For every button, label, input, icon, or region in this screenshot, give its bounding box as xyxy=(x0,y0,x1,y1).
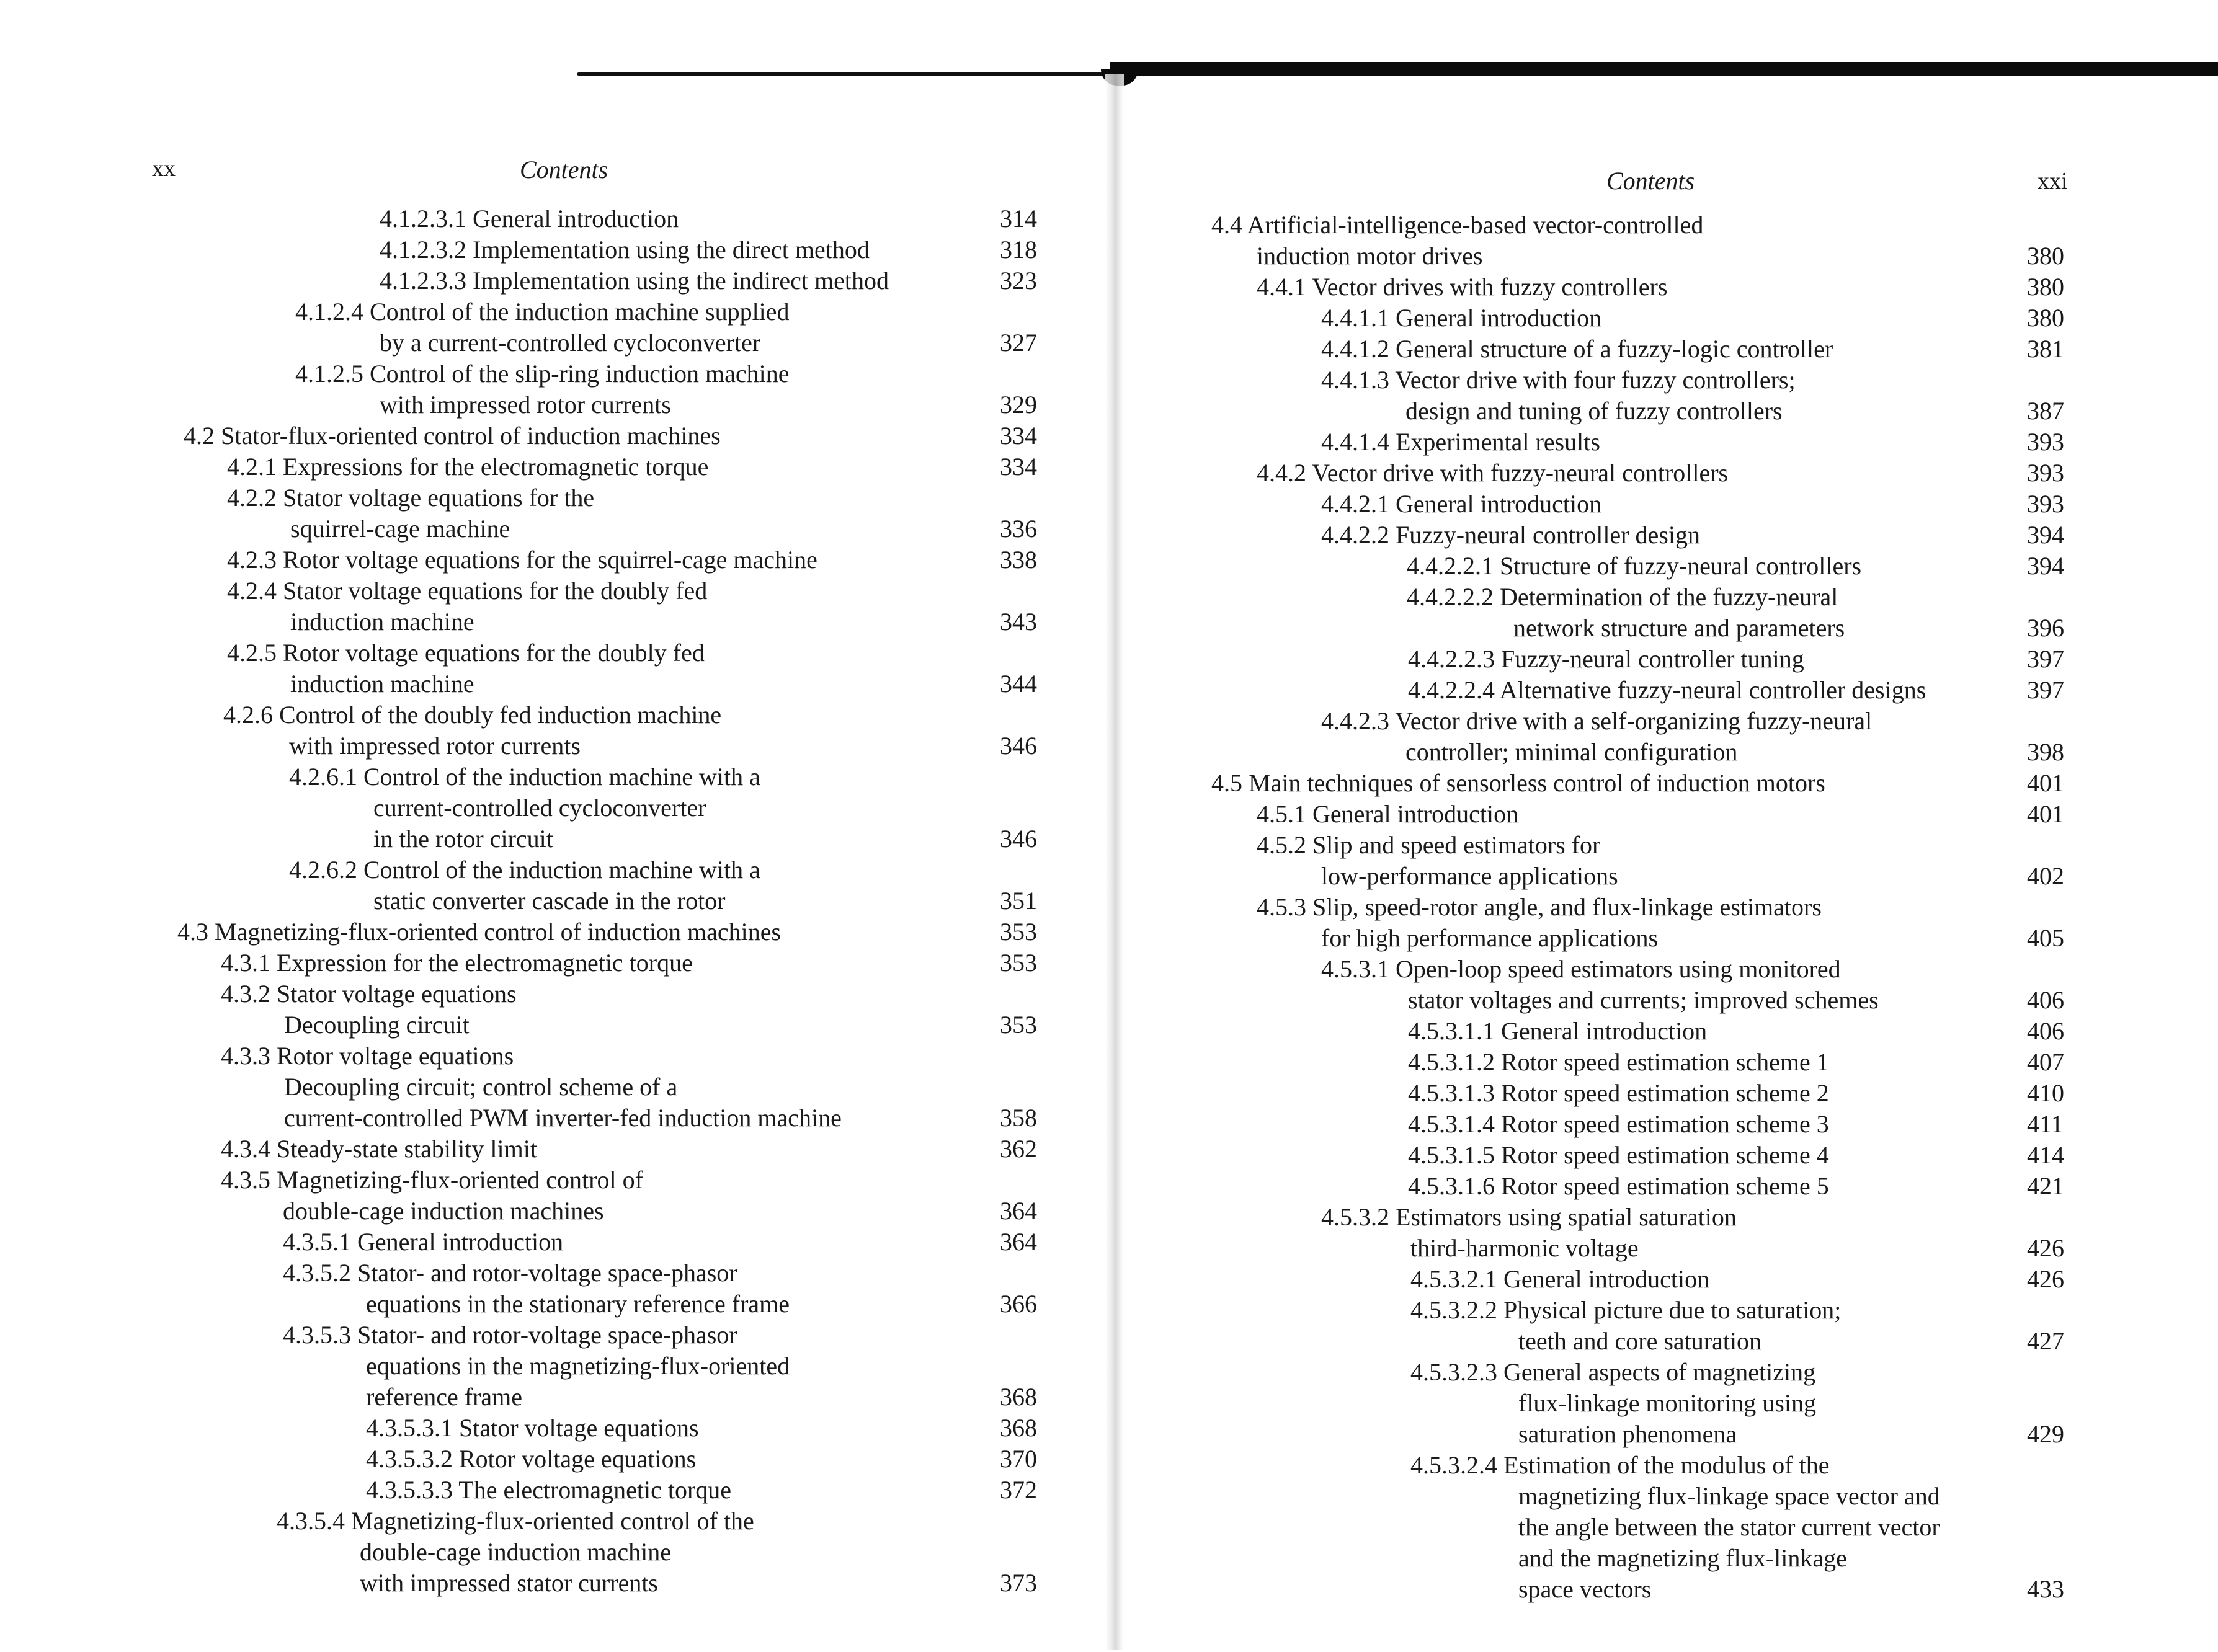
toc-page-number: 343 xyxy=(1000,608,1037,636)
toc-entry: double-cage induction machine xyxy=(360,1538,672,1566)
toc-page-number: 351 xyxy=(1000,887,1037,915)
toc-page-number: 364 xyxy=(1000,1228,1037,1256)
toc-entry: the angle between the stator current vector xyxy=(1518,1513,1940,1541)
toc-entry: 4.5.3.2.3 General aspects of magnetizing xyxy=(1410,1358,1816,1386)
toc-entry: equations in the stationary reference frame xyxy=(366,1290,790,1318)
toc-entry: 4.2.4 Stator voltage equations for the doubly fed xyxy=(227,577,708,605)
toc-entry: 4.1.2.3.1 General introduction xyxy=(380,205,679,233)
toc-entry: 4.5.3.1 Open-loop speed estimators using monitored xyxy=(1321,955,1841,983)
toc-entry: 4.4.1.1 General introduction xyxy=(1321,304,1602,332)
toc-entry: double-cage induction machines xyxy=(283,1197,604,1225)
toc-page-number: 402 xyxy=(2027,862,2064,890)
toc-page-number: 323 xyxy=(1000,267,1037,295)
toc-entry: 4.2.6.1 Control of the induction machine with a xyxy=(289,763,760,791)
toc-page-number: 373 xyxy=(1000,1569,1037,1597)
toc-entry: Decoupling circuit; control scheme of a xyxy=(284,1073,678,1101)
toc-page-number: 344 xyxy=(1000,670,1037,698)
toc-entry: 4.5.3.2.4 Estimation of the modulus of the xyxy=(1410,1451,1830,1479)
toc-page-number: 406 xyxy=(2027,986,2064,1014)
toc-page-number: 353 xyxy=(1000,949,1037,977)
toc-page-number: 393 xyxy=(2027,490,2064,518)
toc-page-number: 406 xyxy=(2027,1017,2064,1045)
toc-entry: 4.2.5 Rotor voltage equations for the doubly fed xyxy=(227,639,705,667)
running-head-left: Contents xyxy=(520,156,608,184)
toc-entry: reference frame xyxy=(366,1383,522,1411)
toc-entry: controller; minimal configuration xyxy=(1405,738,1738,766)
toc-page-number: 427 xyxy=(2027,1327,2064,1355)
toc-entry: 4.5.3.1.2 Rotor speed estimation scheme 1 xyxy=(1408,1048,1829,1076)
toc-entry: 4.2.1 Expressions for the electromagnetic torque xyxy=(227,453,709,481)
toc-page-number: 429 xyxy=(2027,1420,2064,1448)
toc-page-number: 407 xyxy=(2027,1048,2064,1076)
toc-page-number: 370 xyxy=(1000,1445,1037,1473)
toc-entry: 4.3 Magnetizing-flux-oriented control of induction machines xyxy=(177,918,782,946)
toc-page-number: 364 xyxy=(1000,1197,1037,1225)
toc-entry: 4.4.2.2.4 Alternative fuzzy-neural controller designs xyxy=(1408,676,1926,704)
toc-entry: 4.3.2 Stator voltage equations xyxy=(221,980,517,1008)
toc-entry: 4.3.5.1 General introduction xyxy=(283,1228,564,1256)
toc-page-number: 329 xyxy=(1000,391,1037,419)
toc-entry: with impressed rotor currents xyxy=(289,732,581,760)
toc-page-number: 426 xyxy=(2027,1234,2064,1262)
toc-entry: 4.3.5.3.1 Stator voltage equations xyxy=(366,1414,699,1442)
toc-page-number: 393 xyxy=(2027,459,2064,487)
toc-entry: magnetizing flux-linkage space vector and xyxy=(1518,1482,1940,1510)
toc-page-number: 380 xyxy=(2027,273,2064,301)
toc-entry: 4.2 Stator-flux-oriented control of induction machines xyxy=(184,422,721,450)
toc-page-number: 334 xyxy=(1000,453,1037,481)
toc-page-number: 381 xyxy=(2027,335,2064,363)
toc-entry: equations in the magnetizing-flux-oriented xyxy=(366,1352,790,1380)
toc-entry: 4.3.1 Expression for the electromagnetic torque xyxy=(221,949,693,977)
toc-entry: saturation phenomena xyxy=(1518,1420,1737,1448)
toc-entry: 4.4.2.1 General introduction xyxy=(1321,490,1602,518)
toc-entry: 4.4.2.2 Fuzzy-neural controller design xyxy=(1321,521,1700,549)
toc-page-number: 410 xyxy=(2027,1079,2064,1107)
toc-entry: stator voltages and currents; improved schemes xyxy=(1408,986,1879,1014)
toc-page-number: 411 xyxy=(2027,1110,2064,1138)
right-page xyxy=(1116,0,2218,1652)
toc-page-number: 394 xyxy=(2027,552,2064,580)
toc-page-number: 353 xyxy=(1000,918,1037,946)
toc-entry: in the rotor circuit xyxy=(373,825,553,853)
toc-entry: 4.3.4 Steady-state stability limit xyxy=(221,1135,537,1163)
toc-entry: Decoupling circuit xyxy=(284,1011,470,1039)
toc-page-number: 336 xyxy=(1000,515,1037,543)
toc-page-number: 353 xyxy=(1000,1011,1037,1039)
toc-page-number: 372 xyxy=(1000,1476,1037,1504)
toc-page-number: 393 xyxy=(2027,428,2064,456)
toc-page-number: 368 xyxy=(1000,1414,1037,1442)
toc-entry: 4.4.1.2 General structure of a fuzzy-logic controller xyxy=(1321,335,1833,363)
toc-entry: 4.4.1 Vector drives with fuzzy controllers xyxy=(1257,273,1668,301)
toc-entry: 4.4.2.2.3 Fuzzy-neural controller tuning xyxy=(1408,645,1804,673)
toc-page-number: 401 xyxy=(2027,769,2064,797)
toc-entry: 4.4.2 Vector drive with fuzzy-neural controllers xyxy=(1257,459,1729,487)
toc-entry: 4.2.6.2 Control of the induction machine with a xyxy=(289,856,760,884)
toc-page-number: 346 xyxy=(1000,732,1037,760)
toc-page-number: 380 xyxy=(2027,242,2064,270)
toc-page-number: 362 xyxy=(1000,1135,1037,1163)
toc-page-number: 396 xyxy=(2027,614,2064,642)
toc-page-number: 366 xyxy=(1000,1290,1037,1318)
toc-entry: 4.3.5.3 Stator- and rotor-voltage space-phasor xyxy=(283,1321,737,1349)
toc-entry: 4.5.3.1.3 Rotor speed estimation scheme 2 xyxy=(1408,1079,1829,1107)
toc-entry: 4.3.5.3.2 Rotor voltage equations xyxy=(366,1445,697,1473)
toc-entry: 4.3.5.3.3 The electromagnetic torque xyxy=(366,1476,732,1504)
toc-entry: 4.5.3.2.2 Physical picture due to saturation; xyxy=(1410,1296,1842,1324)
toc-entry: current-controlled PWM inverter-fed induction machine xyxy=(284,1104,842,1132)
toc-page-number: 387 xyxy=(2027,397,2064,425)
toc-entry: 4.5.3.2 Estimators using spatial saturation xyxy=(1321,1203,1737,1231)
toc-entry: 4.5.2 Slip and speed estimators for xyxy=(1257,831,1601,859)
toc-page-number: 397 xyxy=(2027,645,2064,673)
toc-entry: current-controlled cycloconverter xyxy=(373,794,706,822)
toc-page-number: 314 xyxy=(1000,205,1037,233)
toc-page-number: 338 xyxy=(1000,546,1037,574)
toc-page-number: 398 xyxy=(2027,738,2064,766)
toc-entry: network structure and parameters xyxy=(1513,614,1845,642)
page-number-right: xxi xyxy=(2038,168,2068,194)
toc-entry: 4.1.2.5 Control of the slip-ring induction machine xyxy=(295,360,790,388)
toc-entry: 4.4.1.4 Experimental results xyxy=(1321,428,1600,456)
toc-page-number: 414 xyxy=(2027,1141,2064,1169)
toc-entry: induction motor drives xyxy=(1257,242,1483,270)
toc-page-number: 334 xyxy=(1000,422,1037,450)
toc-entry: 4.1.2.3.3 Implementation using the indirect method xyxy=(380,267,889,295)
toc-entry: induction machine xyxy=(290,670,474,698)
toc-page-number: 380 xyxy=(2027,304,2064,332)
toc-entry: 4.2.2 Stator voltage equations for the xyxy=(227,484,595,512)
toc-entry: squirrel-cage machine xyxy=(290,515,510,543)
toc-page-number: 397 xyxy=(2027,676,2064,704)
toc-entry: 4.2.6 Control of the doubly fed induction machine xyxy=(223,701,722,729)
toc-entry: induction machine xyxy=(290,608,474,636)
toc-entry: 4.3.3 Rotor voltage equations xyxy=(221,1042,514,1070)
toc-entry: teeth and core saturation xyxy=(1518,1327,1762,1355)
toc-entry: with impressed rotor currents xyxy=(380,391,671,419)
toc-entry: with impressed stator currents xyxy=(360,1569,658,1597)
toc-page-number: 401 xyxy=(2027,800,2064,828)
toc-entry: 4.5.3 Slip, speed-rotor angle, and flux-linkage estimators xyxy=(1257,893,1822,921)
toc-entry: 4.5.3.2.1 General introduction xyxy=(1410,1265,1710,1293)
toc-entry: 4.4.1.3 Vector drive with four fuzzy controllers; xyxy=(1321,366,1796,394)
toc-page-number: 421 xyxy=(2027,1172,2064,1200)
toc-entry: 4.5.3.1.6 Rotor speed estimation scheme 5 xyxy=(1408,1172,1829,1200)
toc-page-number: 426 xyxy=(2027,1265,2064,1293)
toc-page-number: 368 xyxy=(1000,1383,1037,1411)
toc-entry: 4.5 Main techniques of sensorless control of induction motors xyxy=(1211,769,1825,797)
toc-entry: 4.1.2.4 Control of the induction machine supplied xyxy=(295,298,790,326)
toc-entry: and the magnetizing flux-linkage xyxy=(1518,1544,1847,1572)
toc-page-number: 394 xyxy=(2027,521,2064,549)
toc-entry: 4.4.2.2.2 Determination of the fuzzy-neural xyxy=(1407,583,1838,611)
toc-entry: 4.4.2.3 Vector drive with a self-organizing fuzzy-neural xyxy=(1321,707,1873,735)
toc-entry: 4.1.2.3.2 Implementation using the direct method xyxy=(380,236,870,264)
page-number-left: xx xyxy=(152,156,176,182)
toc-entry: 4.3.5.4 Magnetizing-flux-oriented control of the xyxy=(277,1507,754,1535)
toc-entry: design and tuning of fuzzy controllers xyxy=(1405,397,1783,425)
toc-page-number: 405 xyxy=(2027,924,2064,952)
toc-entry: by a current-controlled cycloconverter xyxy=(380,329,761,357)
toc-page-number: 433 xyxy=(2027,1575,2064,1603)
toc-entry: 4.5.3.1.1 General introduction xyxy=(1408,1017,1708,1045)
toc-entry: for high performance applications xyxy=(1321,924,1659,952)
toc-page-number: 318 xyxy=(1000,236,1037,264)
toc-page-number: 327 xyxy=(1000,329,1037,357)
toc-entry: 4.4 Artificial-intelligence-based vector-controlled xyxy=(1211,211,1704,239)
toc-entry: third-harmonic voltage xyxy=(1410,1234,1639,1262)
toc-entry: 4.3.5.2 Stator- and rotor-voltage space-phasor xyxy=(283,1259,737,1287)
toc-entry: 4.4.2.2.1 Structure of fuzzy-neural controllers xyxy=(1407,552,1862,580)
toc-entry: flux-linkage monitoring using xyxy=(1518,1389,1816,1417)
toc-entry: 4.5.3.1.5 Rotor speed estimation scheme 4 xyxy=(1408,1141,1829,1169)
toc-entry: 4.3.5 Magnetizing-flux-oriented control of xyxy=(221,1166,643,1194)
toc-entry: 4.5.3.1.4 Rotor speed estimation scheme 3 xyxy=(1408,1110,1829,1138)
running-head-right: Contents xyxy=(1606,167,1695,195)
toc-entry: 4.2.3 Rotor voltage equations for the squirrel-cage machine xyxy=(227,546,817,574)
toc-entry: static converter cascade in the rotor xyxy=(373,887,726,915)
toc-entry: 4.5.1 General introduction xyxy=(1257,800,1519,828)
toc-entry: low-performance applications xyxy=(1321,862,1618,890)
toc-page-number: 346 xyxy=(1000,825,1037,853)
toc-page-number: 358 xyxy=(1000,1104,1037,1132)
toc-entry: space vectors xyxy=(1518,1575,1652,1603)
